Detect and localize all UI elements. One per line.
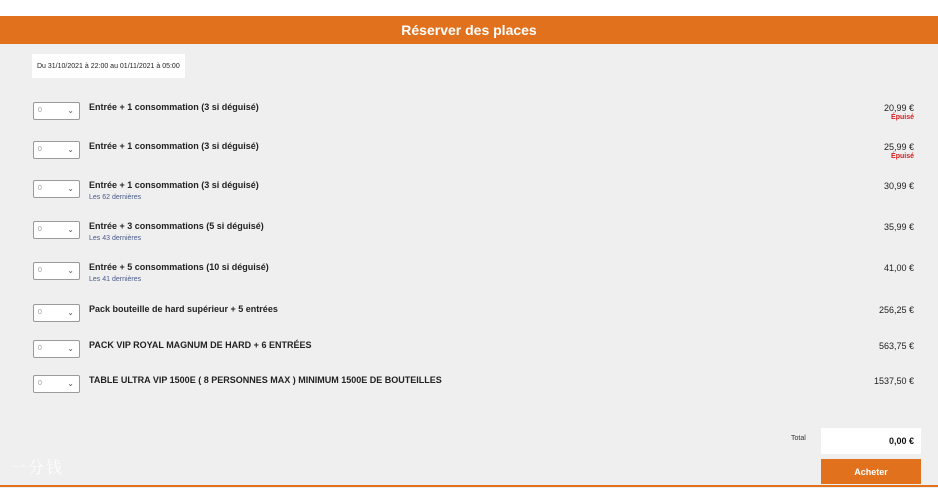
quantity-value: 0: [38, 107, 42, 114]
quantity-value: 0: [38, 309, 42, 316]
chevron-down-icon: ⌄: [67, 308, 74, 317]
ticket-row: [0, 102, 938, 132]
soldout-badge: Épuisé: [891, 114, 914, 121]
quantity-value: 0: [38, 267, 42, 274]
ticket-price: 256,25 €: [878, 305, 914, 315]
buy-button-label: Acheter: [854, 466, 888, 477]
ticket-label: Entrée + 1 consommation (3 si déguisé): [89, 180, 259, 190]
watermark-text: 一分钱: [10, 460, 65, 477]
bottom-divider: [0, 485, 938, 487]
chevron-down-icon: ⌄: [67, 184, 74, 193]
reservation-panel: [0, 16, 938, 488]
page-title: Réserver des places: [401, 22, 537, 38]
total-label: Total: [791, 435, 806, 442]
quantity-value: 0: [38, 380, 42, 387]
ticket-remaining: Les 62 dernières: [89, 194, 142, 201]
ticket-label: TABLE ULTRA VIP 1500E ( 8 PERSONNES MAX ) MINIMUM 1500E DE BOUTEILLES: [89, 375, 442, 385]
chevron-down-icon: ⌄: [67, 344, 74, 353]
quantity-value: 0: [38, 146, 42, 153]
date-range-text: Du 31/10/2021 à 22:00 au 01/11/2021 à 05:00: [37, 62, 180, 70]
ticket-price: 30,99 €: [883, 181, 914, 191]
chevron-down-icon: ⌄: [67, 106, 74, 115]
ticket-label: Entrée + 5 consommations (10 si déguisé): [89, 262, 269, 272]
ticket-price: 20,99 €: [883, 103, 914, 113]
ticket-price: 1537,50 €: [873, 376, 914, 386]
quantity-value: 0: [38, 185, 42, 192]
ticket-label: PACK VIP ROYAL MAGNUM DE HARD + 6 ENTRÉES: [89, 340, 312, 350]
quantity-select[interactable]: [33, 102, 80, 120]
quantity-select[interactable]: [33, 340, 80, 358]
total-value: [821, 428, 921, 454]
quantity-value: 0: [38, 226, 42, 233]
ticket-row: [0, 304, 938, 334]
chevron-down-icon: ⌄: [67, 379, 74, 388]
ticket-row: [0, 340, 938, 370]
date-range: [32, 54, 185, 78]
ticket-label: Pack bouteille de hard supérieur + 5 entrées: [89, 304, 278, 314]
ticket-label: Entrée + 3 consommations (5 si déguisé): [89, 221, 264, 231]
ticket-label: Entrée + 1 consommation (3 si déguisé): [89, 102, 259, 112]
ticket-row: [0, 180, 938, 210]
ticket-price: 35,99 €: [883, 222, 914, 232]
watermark: [10, 455, 64, 478]
ticket-price: 563,75 €: [878, 341, 914, 351]
ticket-row: [0, 262, 938, 292]
buy-button[interactable]: [821, 459, 921, 484]
chevron-down-icon: ⌄: [67, 266, 74, 275]
quantity-select[interactable]: [33, 180, 80, 198]
quantity-value: 0: [38, 345, 42, 352]
ticket-label: Entrée + 1 consommation (3 si déguisé): [89, 141, 259, 151]
ticket-price: 41,00 €: [883, 263, 914, 273]
ticket-row: [0, 141, 938, 171]
soldout-badge: Épuisé: [891, 153, 914, 160]
quantity-select[interactable]: [33, 375, 80, 393]
ticket-remaining: Les 43 dernières: [89, 235, 142, 242]
ticket-row: [0, 221, 938, 251]
quantity-select[interactable]: [33, 141, 80, 159]
quantity-select[interactable]: [33, 221, 80, 239]
quantity-select[interactable]: [33, 304, 80, 322]
ticket-price: 25,99 €: [883, 142, 914, 152]
chevron-down-icon: ⌄: [67, 225, 74, 234]
chevron-down-icon: ⌄: [67, 145, 74, 154]
total-amount: 0,00 €: [888, 436, 914, 446]
ticket-remaining: Les 41 dernières: [89, 276, 142, 283]
reservation-header: [0, 16, 938, 44]
quantity-select[interactable]: [33, 262, 80, 280]
ticket-row: [0, 375, 938, 405]
